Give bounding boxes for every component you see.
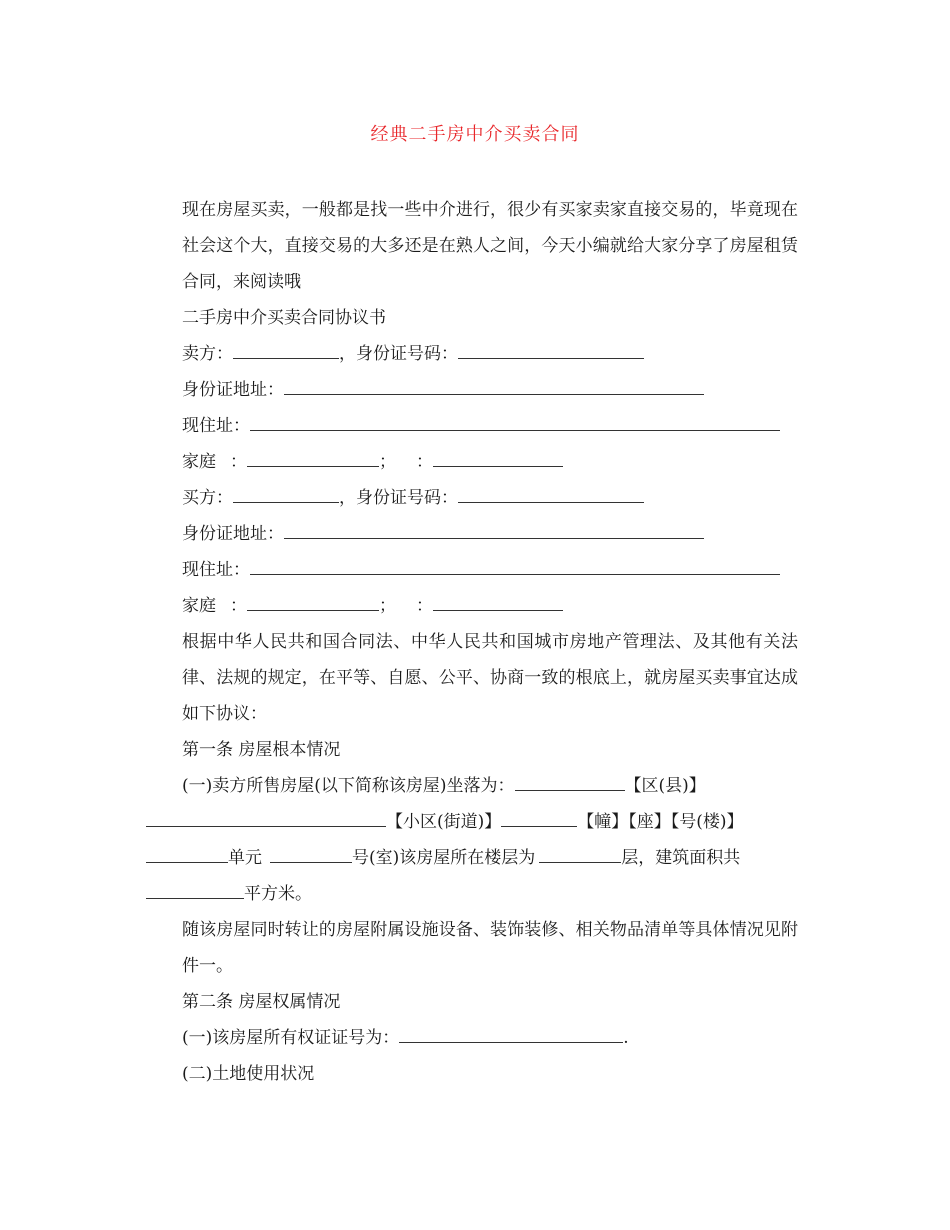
intro-paragraph: 现在房屋买卖，一般都是找一些中介进行，很少有买家卖家直接交易的，毕竟现在社会这个大，直接交易的大多还是在熟人之间，今天小编就给大家分享了房屋租赁合同，来阅读哦 — [182, 200, 798, 292]
floor-area-label: 层，建筑面积共 — [621, 848, 741, 868]
area-blank[interactable] — [146, 884, 244, 899]
seller-current-address-line — [146, 408, 798, 444]
buyer-family-colon-2: ： — [416, 596, 433, 616]
seller-family-colon-2: ： — [416, 452, 433, 472]
buyer-id-number-blank[interactable] — [458, 488, 644, 503]
seller-family-semicolon: ； — [379, 452, 396, 472]
seller-family-blank-1[interactable] — [247, 452, 379, 467]
article-2-certificate-line — [146, 1020, 798, 1056]
article-1-community-line — [146, 804, 798, 840]
certificate-period: . — [623, 1028, 629, 1048]
attached-items-paragraph: 随该房屋同时转让的房屋附属设施设备、装饰装修、相关物品清单等具体情况见附件一。 — [182, 920, 798, 976]
seller-id-address-line — [146, 372, 798, 408]
location-label: (一)卖方所售房屋(以下简称该房屋)坐落为： — [182, 776, 515, 796]
buyer-id-address-line — [146, 516, 798, 552]
article-1-area-line — [146, 876, 798, 912]
unit-label: 单元 — [228, 848, 262, 868]
buyer-family-line — [146, 588, 798, 624]
community-blank[interactable] — [146, 812, 386, 827]
buyer-family-blank-2[interactable] — [433, 596, 563, 611]
buyer-label: 买方： — [182, 488, 233, 508]
buyer-current-address-label: 现住址： — [182, 560, 250, 580]
article-1-unit-line — [146, 840, 798, 876]
buyer-name-blank[interactable] — [233, 488, 339, 503]
room-label: 号(室)该房屋所在楼层为 — [352, 848, 536, 868]
seller-family-label: 家庭 — [182, 452, 216, 472]
article-2-title: 第二条 房屋权属情况 — [182, 992, 341, 1012]
sqm-label: 平方米。 — [244, 884, 312, 904]
district-blank[interactable] — [515, 776, 625, 791]
seller-current-address-blank[interactable] — [250, 416, 780, 431]
buyer-family-blank-1[interactable] — [247, 596, 379, 611]
agreement-heading: 二手房中介买卖合同协议书 — [182, 308, 386, 328]
seller-line — [146, 336, 798, 372]
document-title: 经典二手房中介买卖合同 — [370, 124, 580, 145]
buyer-family-semicolon: ； — [379, 596, 396, 616]
seller-family-blank-2[interactable] — [433, 452, 563, 467]
buyer-id-address-blank[interactable] — [284, 524, 704, 539]
article-1-title: 第一条 房屋根本情况 — [182, 740, 341, 760]
seller-id-address-label: 身份证地址： — [182, 380, 284, 400]
district-label: 【区(县)】 — [624, 776, 706, 796]
buyer-family-colon: ： — [230, 596, 247, 616]
seller-current-address-label: 现住址： — [182, 416, 250, 436]
seller-id-address-blank[interactable] — [284, 380, 704, 395]
document-body — [146, 192, 798, 1092]
unit-blank[interactable] — [146, 848, 228, 863]
building-blank[interactable] — [501, 812, 577, 827]
building-label: 【幢】【座】【号(楼)】 — [577, 812, 744, 832]
seller-id-number-blank[interactable] — [458, 344, 644, 359]
article-1-location-line — [146, 768, 798, 804]
buyer-current-address-line — [146, 552, 798, 588]
article-2-land-use-line: (二)土地使用状况 — [182, 1064, 315, 1084]
seller-id-number-label: ，身份证号码： — [339, 344, 458, 364]
certificate-label: (一)该房屋所有权证证号为： — [182, 1028, 400, 1048]
seller-name-blank[interactable] — [233, 344, 339, 359]
community-label: 【小区(街道)】 — [386, 812, 502, 832]
buyer-line — [146, 480, 798, 516]
floor-blank[interactable] — [539, 848, 621, 863]
seller-family-line — [146, 444, 798, 480]
buyer-id-address-label: 身份证地址： — [182, 524, 284, 544]
buyer-family-label: 家庭 — [182, 596, 216, 616]
legal-basis-paragraph: 根据中华人民共和国合同法、中华人民共和国城市房地产管理法、及其他有关法律、法规的规定，在平等、自愿、公平、协商一致的根底上，就房屋买卖事宜达成如下协议： — [182, 632, 798, 724]
certificate-number-blank[interactable] — [399, 1028, 623, 1043]
seller-label: 卖方： — [182, 344, 233, 364]
seller-family-colon: ： — [230, 452, 247, 472]
buyer-id-number-label: ，身份证号码： — [339, 488, 458, 508]
buyer-current-address-blank[interactable] — [250, 560, 780, 575]
room-blank[interactable] — [270, 848, 352, 863]
